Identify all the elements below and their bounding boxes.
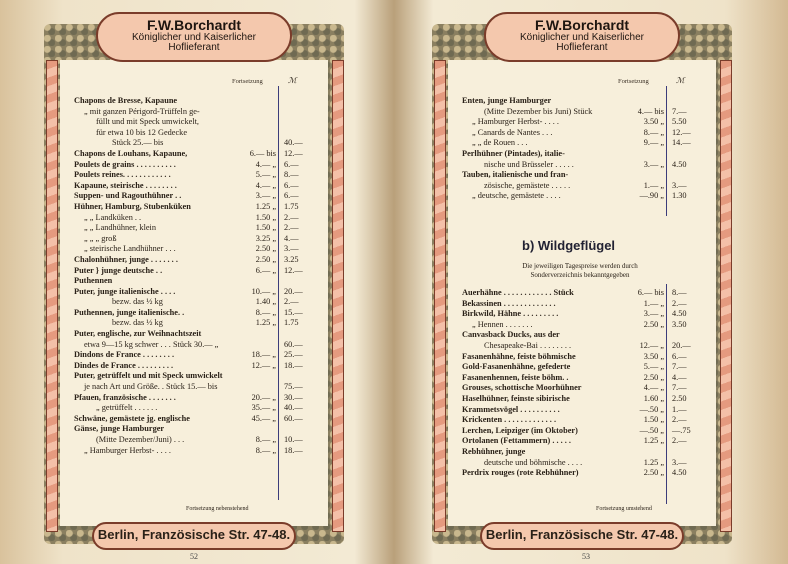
item-name: Puter, getrüffelt und mit Speck umwickelt <box>74 371 223 381</box>
header-cartouche <box>96 12 292 62</box>
continuation-note: Fortsetzung nebenstehend <box>186 506 249 512</box>
item-price-to: 40.— <box>284 138 303 148</box>
item-name: Perlhühner (Pintades), italie- <box>462 148 565 158</box>
list-item <box>74 96 324 107</box>
item-price-to: 2.50 <box>672 393 687 403</box>
item-price-to: 20.— <box>284 286 303 296</box>
item-name: Chesapeake-Bai . . . . . . . . <box>484 340 572 350</box>
item-name: Krammetsvögel . . . . . . . . . . <box>462 404 560 414</box>
item-price-from: 12.— „ <box>251 360 276 370</box>
list-item <box>74 287 324 298</box>
item-price-from: 6.— „ <box>255 265 276 275</box>
item-price-from: 8.— „ <box>255 435 276 444</box>
item-price-to: 8.— <box>672 288 687 297</box>
item-price-to: 1.30 <box>672 191 687 201</box>
item-name: Poulets reines. . . . . . . . . . . . <box>74 170 171 180</box>
item-price-to: 20.— <box>672 340 691 350</box>
list-item <box>74 393 324 404</box>
item-price-from: 6.— bis <box>249 148 276 158</box>
header-line-1: Königlicher und Kaiserlicher <box>520 31 644 43</box>
item-name: Chapons de Louhans, Kapaune, <box>74 148 188 158</box>
item-price-from: 1.— „ <box>643 180 664 190</box>
item-price-from: 1.25 „ <box>255 201 276 211</box>
list-item <box>462 362 712 373</box>
item-price-to: 10.— <box>284 435 303 444</box>
item-name: (Mitte Dezember/Juni) . . . <box>96 435 185 444</box>
item-price-from: —.50 „ <box>639 404 664 414</box>
list-item <box>74 160 324 171</box>
list-item <box>74 446 324 457</box>
list-item <box>74 308 324 319</box>
item-name: Puthennen, junge italienische. . <box>74 307 185 317</box>
item-price-from: 8.— „ <box>643 127 664 137</box>
item-price-to: 6.— <box>672 351 687 361</box>
list-item <box>462 170 712 181</box>
list-item <box>74 223 324 234</box>
item-name: füllt und mit Speck umwickelt, <box>96 117 200 127</box>
list-item <box>74 297 324 308</box>
item-name: zösische, gemästete . . . . . <box>484 180 571 190</box>
item-name: Canvasback Ducks, aus der <box>462 330 560 340</box>
item-price-from: 5.— „ <box>255 170 276 180</box>
item-price-from: 10.— „ <box>251 286 276 296</box>
item-name: Auerhähne . . . . . . . . . . . . Stück <box>462 288 574 297</box>
item-price-from: 2.50 „ <box>255 244 276 254</box>
list-item <box>462 309 712 320</box>
item-price-to: 30.— <box>284 392 303 402</box>
item-name: Birkwild, Hähne . . . . . . . . . <box>462 309 559 319</box>
item-name: Poulets de grains . . . . . . . . . . <box>74 159 176 169</box>
item-price-to: 3.— <box>672 457 687 467</box>
item-name: Haselhühner, feinste sibirische <box>462 393 570 403</box>
item-name: „ Canards de Nantes . . . <box>472 127 553 137</box>
ribbon-left <box>46 60 58 532</box>
item-name: Gänse, junge Hamburger <box>74 424 165 434</box>
item-name: Puter, englische, zur Weihnachtszeit <box>74 329 202 339</box>
list-item <box>462 373 712 384</box>
item-price-from: 2.50 „ <box>643 319 664 329</box>
item-price-from: 1.40 „ <box>255 297 276 307</box>
item-price-from: 18.— „ <box>251 350 276 360</box>
list-item <box>462 138 712 149</box>
item-name: Schwäne, gemästete jg. englische <box>74 413 190 423</box>
firm-name: F.W.Borchardt <box>146 17 242 33</box>
continuation-note: Fortsetzung umstehend <box>596 506 652 512</box>
list-item <box>74 117 324 128</box>
list-item <box>74 424 324 435</box>
item-price-to: 6.— <box>284 180 299 190</box>
item-name: Enten, junge Hamburger <box>462 96 552 105</box>
list-item <box>74 435 324 446</box>
item-name: „ deutsche, gemästete . . . . <box>472 191 561 201</box>
item-price-from: 1.— „ <box>643 298 664 308</box>
item-price-to: 1.— <box>672 404 687 414</box>
item-price-from: 3.— „ <box>643 309 664 319</box>
mark-symbol: ℳ <box>676 76 685 85</box>
item-price-from: 2.50 „ <box>643 468 664 478</box>
price-note <box>460 262 700 280</box>
item-price-to: 4.— <box>672 372 687 382</box>
item-price-from: 4.— „ <box>643 383 664 393</box>
item-price-to: 6.— <box>284 159 299 169</box>
list-item <box>74 234 324 245</box>
item-price-from: 45.— „ <box>251 413 276 423</box>
page-number: 53 <box>582 552 590 561</box>
item-price-to: 2.— <box>672 298 687 308</box>
item-price-from: 3.50 „ <box>643 351 664 361</box>
list-item <box>74 181 324 192</box>
item-price-from: 4.— bis <box>637 106 664 116</box>
list-item <box>462 436 712 447</box>
item-price-to: 4.50 <box>672 159 687 169</box>
header-line-2: Hoflieferant <box>556 42 608 54</box>
list-item <box>462 383 712 394</box>
item-price-from: 3.50 „ <box>643 117 664 127</box>
item-price-from: 2.50 „ <box>255 254 276 264</box>
item-price-to: 15.— <box>284 307 303 317</box>
item-price-to: —.75 <box>672 425 691 435</box>
column-label: Fortsetzung <box>618 78 649 85</box>
item-name: „ mit ganzen Périgord-Trüffeln ge- <box>84 106 200 116</box>
item-name: „ Hennen . . . . . . . <box>472 319 533 329</box>
list-item <box>74 149 324 160</box>
item-price-from: 3.— „ <box>643 159 664 169</box>
list-item <box>462 447 712 458</box>
firm-name: F.W.Borchardt <box>534 17 630 33</box>
list-item <box>462 458 712 469</box>
item-name: Pfauen, französische . . . . . . . <box>74 392 176 402</box>
item-price-from: 1.25 „ <box>643 457 664 467</box>
item-price-to: 4.50 <box>672 309 687 319</box>
list-item <box>462 191 712 202</box>
item-name: Fasanenhennen, feiste böhm. . <box>462 372 569 382</box>
footer-cartouche <box>92 522 296 550</box>
item-name: Chalonhühner, junge . . . . . . . <box>74 254 178 264</box>
item-price-to: 18.— <box>284 445 303 455</box>
item-price-to: 7.— <box>672 383 687 393</box>
item-price-to: 4.— <box>284 233 299 243</box>
item-price-from: 1.50 „ <box>255 223 276 233</box>
item-price-to: 60.— <box>284 413 303 423</box>
item-price-from: 1.25 „ <box>643 436 664 446</box>
item-name: „ getrüffelt . . . . . . <box>96 403 158 413</box>
item-name: für etwa 10 bis 12 Gedecke <box>96 127 188 137</box>
item-price-to: 5.50 <box>672 117 687 127</box>
list-item <box>462 128 712 139</box>
item-price-to: 7.— <box>672 106 687 116</box>
item-price-to: 40.— <box>284 403 303 413</box>
page-right <box>396 0 788 564</box>
list-item <box>74 128 324 139</box>
item-price-to: 6.— <box>284 191 299 201</box>
item-name: Puthennen <box>74 276 113 286</box>
column-label: Fortsetzung <box>232 78 263 85</box>
item-price-from: 1.25 „ <box>255 318 276 328</box>
item-name: „ „ „ groß <box>84 233 117 243</box>
item-name: Bekassinen . . . . . . . . . . . . . <box>462 298 556 308</box>
footer-address: Berlin, Französische Str. 47-48. <box>485 527 679 542</box>
list-item <box>74 276 324 287</box>
price-note-line-2: Sonderverzeichnis bekanntgegeben <box>530 271 630 279</box>
item-name: etwa 9—15 kg schwer . . . Stück 30.— „ <box>84 339 219 349</box>
item-name: Gold-Fasanenhähne, gefederte <box>462 362 571 372</box>
item-price-from: —.50 „ <box>639 425 664 435</box>
item-price-from: 4.— „ <box>255 159 276 169</box>
list-item <box>74 138 324 149</box>
list-item <box>74 244 324 255</box>
item-name: Dindons de France . . . . . . . . <box>74 350 175 360</box>
item-price-to: 18.— <box>284 360 303 370</box>
list-item <box>74 255 324 266</box>
footer-cartouche <box>480 522 684 550</box>
list-item <box>462 352 712 363</box>
price-list <box>74 96 324 456</box>
price-list-bottom <box>462 288 712 479</box>
item-name: Kapaune, steirische . . . . . . . . <box>74 180 177 190</box>
item-name: Stück 25.— bis <box>112 138 164 148</box>
mark-symbol: ℳ <box>288 76 297 85</box>
list-item <box>74 340 324 351</box>
list-item <box>462 299 712 310</box>
ribbon-right <box>332 60 344 532</box>
item-name: Krickenten . . . . . . . . . . . . . <box>462 415 557 425</box>
item-name: Hühner, Hamburg, Stubenküken <box>74 201 191 211</box>
item-name: Fasanenhähne, feiste böhmische <box>462 351 576 361</box>
item-price-to: 1.75 <box>284 318 299 328</box>
list-item <box>462 181 712 192</box>
item-price-from: 12.— „ <box>639 340 664 350</box>
item-price-from: 35.— „ <box>251 403 276 413</box>
item-price-from: 5.— „ <box>643 362 664 372</box>
list-item <box>462 405 712 416</box>
list-item <box>462 330 712 341</box>
list-item <box>462 288 712 299</box>
item-name: je nach Art und Größe. . Stück 15.— bis <box>84 382 218 392</box>
item-name: Rebhühner, junge <box>462 446 526 456</box>
list-item <box>74 213 324 224</box>
ribbon-left <box>434 60 446 532</box>
price-list-top <box>462 96 712 202</box>
list-item <box>462 149 712 160</box>
item-name: nische und Brüsseler . . . . . <box>484 159 574 169</box>
list-item <box>74 361 324 372</box>
item-price-from: 9.— „ <box>643 138 664 148</box>
page-left <box>0 0 392 564</box>
item-name: „ „ Landhühner, klein <box>84 223 157 233</box>
list-item <box>74 202 324 213</box>
item-name: deutsche und böhmische . . . . <box>484 457 583 467</box>
item-name: Puter, junge italienische . . . . <box>74 286 176 296</box>
item-price-from: 4.— „ <box>255 180 276 190</box>
list-item <box>74 107 324 118</box>
item-name: „ „ Landküken . . <box>84 212 142 222</box>
item-price-to: 2.— <box>284 212 299 222</box>
header-line-1: Königlicher und Kaiserlicher <box>132 31 256 43</box>
item-price-from: 20.— „ <box>251 392 276 402</box>
list-item <box>462 320 712 331</box>
item-price-to: 75.— <box>284 382 303 392</box>
item-price-to: 3.— <box>672 180 687 190</box>
price-note-line-1: Die jeweiligen Tagespreise werden durch <box>522 262 638 270</box>
item-price-to: 1.75 <box>284 201 299 211</box>
item-price-to: 2.— <box>672 436 687 446</box>
item-price-from: 1.50 „ <box>643 415 664 425</box>
item-price-to: 8.— <box>284 170 299 180</box>
item-price-to: 2.— <box>672 415 687 425</box>
list-item <box>462 426 712 437</box>
item-price-to: 3.25 <box>284 254 299 264</box>
item-price-to: 3.50 <box>672 319 687 329</box>
list-item <box>74 318 324 329</box>
item-name: Grouses, schottische Moorhühner <box>462 383 582 393</box>
item-price-from: 1.50 „ <box>255 212 276 222</box>
item-price-from: 1.60 „ <box>643 393 664 403</box>
item-name: (Mitte Dezember bis Juni) Stück <box>484 106 593 116</box>
footer-address: Berlin, Französische Str. 47-48. <box>97 527 291 542</box>
list-item <box>462 394 712 405</box>
list-item <box>74 382 324 393</box>
list-item <box>74 403 324 414</box>
item-price-from: 3.25 „ <box>255 233 276 243</box>
list-item <box>462 96 712 107</box>
item-name: bezw. das ½ kg <box>112 297 163 307</box>
list-item <box>74 329 324 340</box>
item-name: Chapons de Bresse, Kapaune <box>74 96 178 105</box>
list-item <box>74 371 324 382</box>
header-cartouche <box>484 12 680 62</box>
item-price-to: 2.— <box>284 297 299 307</box>
item-price-from: 8.— „ <box>255 307 276 317</box>
item-name: „ „ de Rouen . . . <box>472 138 528 148</box>
list-item <box>74 350 324 361</box>
item-price-to: 12.— <box>284 148 303 158</box>
item-name: bezw. das ½ kg <box>112 318 163 328</box>
list-item <box>74 170 324 181</box>
item-price-to: 2.— <box>284 223 299 233</box>
item-price-from: 3.— „ <box>255 191 276 201</box>
item-price-to: 4.50 <box>672 468 687 478</box>
list-item <box>462 415 712 426</box>
item-name: „ Hamburger Herbst- . . . . <box>472 117 559 127</box>
item-name: Ortolanen (Fettammern) . . . . . <box>462 436 571 446</box>
list-item <box>74 191 324 202</box>
item-name: Puter } junge deutsche . . <box>74 265 163 275</box>
list-item <box>462 160 712 171</box>
item-price-to: 3.— <box>284 244 299 254</box>
item-price-to: 12.— <box>284 265 303 275</box>
item-name: „ steirische Landhühner . . . <box>84 244 176 254</box>
item-price-to: 60.— <box>284 339 303 349</box>
list-item <box>462 117 712 128</box>
list-item <box>462 341 712 352</box>
list-item <box>462 107 712 118</box>
item-price-from: 6.— bis <box>637 288 664 297</box>
item-price-to: 14.— <box>672 138 691 148</box>
item-price-to: 25.— <box>284 350 303 360</box>
list-item <box>74 266 324 277</box>
item-name: Dindes de France . . . . . . . . . <box>74 360 174 370</box>
item-name: Suppen- und Ragouthühner . . <box>74 191 182 201</box>
item-price-to: 12.— <box>672 127 691 137</box>
page-number: 52 <box>190 552 198 561</box>
ribbon-right <box>720 60 732 532</box>
item-price-from: —.90 „ <box>639 191 664 201</box>
item-name: Perdrix rouges (rote Rebhühner) <box>462 468 579 478</box>
list-item <box>74 414 324 425</box>
item-name: Lerchen, Leipziger (im Oktober) <box>462 425 578 435</box>
item-price-to: 7.— <box>672 362 687 372</box>
list-item <box>462 468 712 479</box>
header-line-2: Hoflieferant <box>168 42 220 54</box>
item-price-from: 8.— „ <box>255 445 276 455</box>
section-title: b) Wildgeflügel <box>522 238 616 253</box>
item-name: „ Hamburger Herbst- . . . . <box>84 445 171 455</box>
item-price-from: 2.50 „ <box>643 372 664 382</box>
item-name: Tauben, italienische und fran- <box>462 170 569 180</box>
